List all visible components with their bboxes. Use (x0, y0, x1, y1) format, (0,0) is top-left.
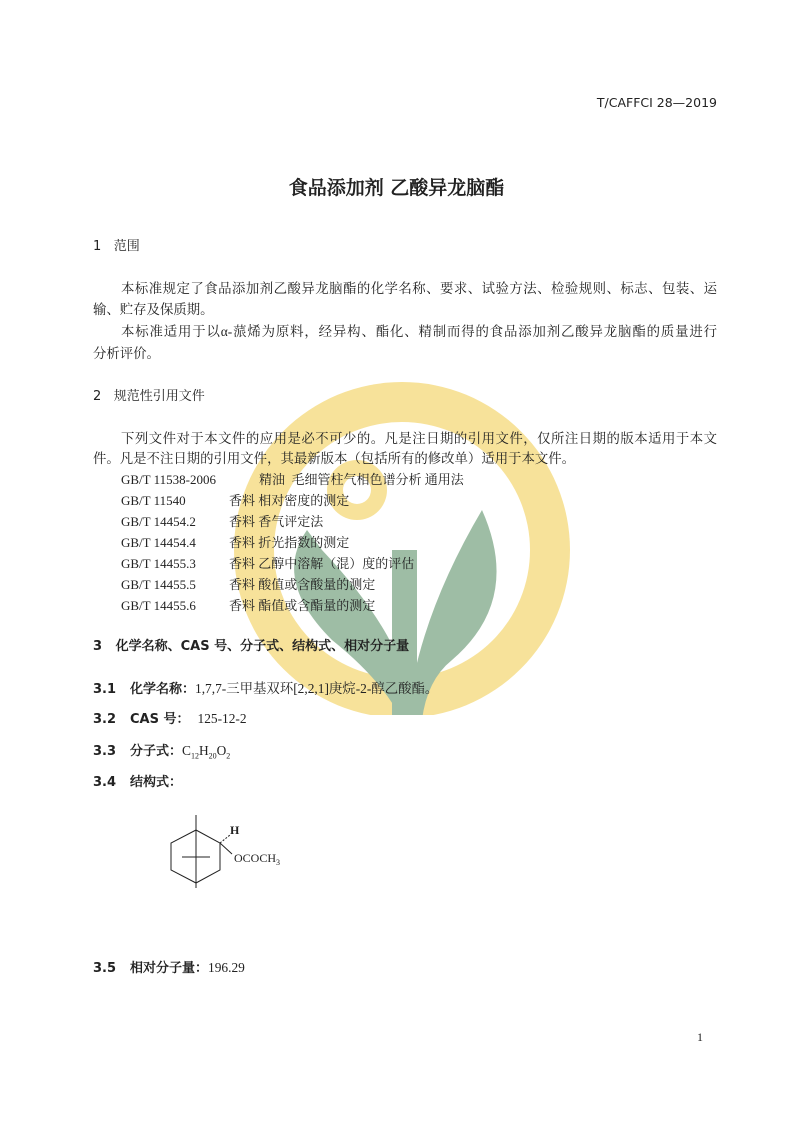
paragraph-line: 本标准规定了食品添加剂乙酸异龙脑酯的化学名称、要求、试验方法、检验规则、标志、包装、运 (121, 281, 717, 296)
section-number: 3 (93, 639, 103, 654)
reference-code: GB/T 14454.2 (121, 514, 196, 529)
subsection-number: 3.3 (93, 744, 117, 759)
chemical-name: 1,7,7-三甲基双环[2,2,1]庚烷-2-醇乙酸酯。 (195, 681, 439, 696)
reference-title: 香料 乙醇中溶解（混）度的评估 (229, 556, 415, 571)
subsection-3-4 (93, 774, 182, 791)
section-number: 1 (93, 239, 102, 254)
paragraph-line: 分析评价。 (93, 346, 160, 361)
subsection-number: 3.4 (93, 775, 117, 790)
formula-element: C (182, 743, 191, 758)
subsection-label: 相对分子量： (130, 961, 209, 976)
reference-code: GB/T 11540 (121, 493, 186, 508)
subsection-label: CAS 号： (130, 712, 190, 727)
page-title: 食品添加剂 乙酸异龙脑酯 (288, 177, 505, 199)
paragraph-line: 输、贮存及保质期。 (93, 302, 214, 317)
subsection-label: 分子式： (130, 744, 183, 759)
formula-count: 2 (226, 751, 231, 761)
section-number: 2 (93, 389, 102, 404)
reference-item (121, 577, 375, 593)
paragraph-line: 件。凡是不注日期的引用文件，其最新版本（包括所有的修改单）适用于本文件。 (93, 451, 576, 466)
reference-title: 香料 酸值或含酸量的测定 (229, 577, 376, 592)
formula-element: H (198, 743, 209, 758)
reference-code: GB/T 11538-2006 (121, 472, 216, 487)
reference-title: 香料 酯值或含酯量的测定 (229, 598, 376, 613)
section-1-heading (93, 239, 140, 255)
cas-number: 125-12-2 (197, 711, 247, 726)
reference-item (121, 556, 414, 572)
reference-item (121, 493, 349, 509)
subsection-number: 3.1 (93, 682, 117, 697)
subsection-3-5 (93, 960, 245, 977)
paragraph-line: 下列文件对于本文件的应用是必不可少的。凡是注日期的引用文件，仅所注日期的版本适用于本文 (121, 431, 717, 446)
section-title: 规范性引用文件 (113, 389, 205, 404)
subsection-number: 3.2 (93, 712, 117, 727)
section-title: 范围 (113, 239, 140, 254)
structural-formula (160, 810, 310, 900)
formula-count: 20 (208, 751, 217, 761)
reference-title: 精油 毛细管柱气相色谱分析 通用法 (259, 472, 464, 487)
subsection-3-1 (93, 681, 438, 698)
subsection-3-2 (93, 711, 247, 728)
group-text: OCOCH (234, 851, 277, 865)
subsection-label: 结构式： (130, 775, 183, 790)
subsection-label: 化学名称： (130, 682, 196, 697)
page-number: 1 (697, 1030, 703, 1044)
formula-element: O (216, 743, 227, 758)
reference-title: 香料 折光指数的测定 (229, 535, 350, 550)
reference-code: GB/T 14455.5 (121, 577, 196, 592)
group-subscript: 3 (276, 858, 281, 867)
reference-code: GB/T 14454.4 (121, 535, 196, 550)
reference-title: 香料 香气评定法 (229, 514, 324, 529)
section-title: 化学名称、CAS 号、分子式、结构式、相对分子量 (115, 639, 410, 654)
hydrogen-label: H (230, 823, 240, 837)
paragraph-line: 本标准适用于以α-蒎烯为原料，经异构、酯化、精制而得的食品添加剂乙酸异龙脑酯的质量进行 (121, 324, 717, 339)
reference-code: GB/T 14455.3 (121, 556, 196, 571)
reference-item (121, 598, 375, 614)
section-3-heading (93, 639, 409, 655)
molecular-weight: 196.29 (208, 960, 245, 975)
subsection-3-3 (93, 743, 230, 760)
reference-title: 香料 相对密度的测定 (229, 493, 350, 508)
document-number: T/CAFFCI 28—2019 (596, 95, 717, 110)
acetate-group-label (234, 851, 280, 867)
reference-item (121, 472, 464, 488)
section-2-heading (93, 389, 205, 405)
formula-count: 12 (190, 751, 199, 761)
reference-code: GB/T 14455.6 (121, 598, 196, 613)
molecular-formula (182, 743, 231, 761)
subsection-number: 3.5 (93, 961, 117, 976)
reference-item (121, 535, 349, 551)
reference-item (121, 514, 323, 530)
